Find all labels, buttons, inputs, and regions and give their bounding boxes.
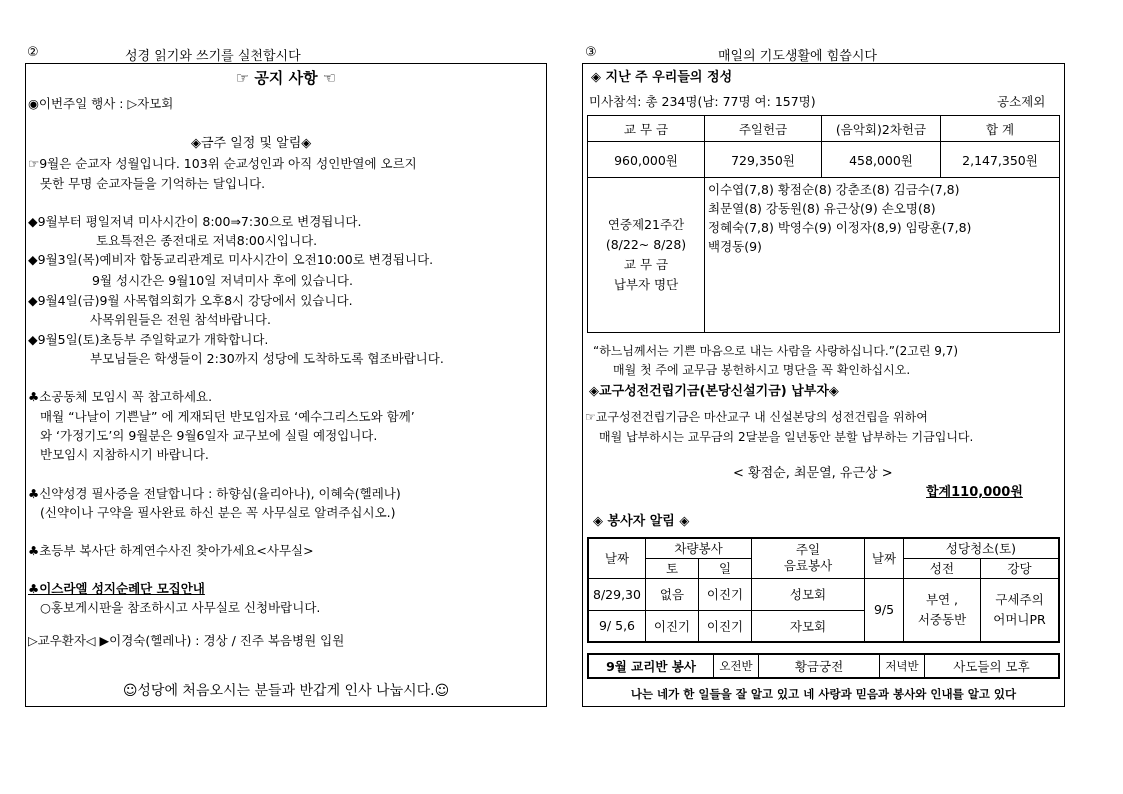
cooking-cell: 오전반 xyxy=(714,654,759,678)
vol-cell: 부연 , 서중동반 xyxy=(904,578,981,642)
vol-header: 성전 xyxy=(904,558,981,578)
patient-line: ▷교우환자◁ ▶이경숙(헬레나) : 경상 / 진주 복음병원 입원 xyxy=(28,633,345,648)
footer-verse: 나는 네가 한 일들을 잘 알고 있고 네 사랑과 믿음과 봉사와 인내를 알고 있다 xyxy=(630,687,1017,701)
fund-names: < 황점순, 최문열, 유근상 > xyxy=(733,466,893,481)
notice-line: ○홍보게시판을 참조하시고 사무실로 신청바랍니다. xyxy=(40,600,321,615)
cooking-cell: 사도들의 모후 xyxy=(925,654,1060,678)
reminder-line: 매월 첫 주에 교무금 봉헌하시고 명단을 꼭 확인하십시오. xyxy=(613,363,911,377)
notice-line: 와 ‘가정기도’의 9월분은 9월6일자 교구보에 실릴 예정입니다. xyxy=(40,428,378,443)
vol-cell: 자모회 xyxy=(752,610,865,642)
bible-copy-line: ♣신약성경 필사증을 전달합니다 : 하향심(율리아나), 이혜숙(헬레나) xyxy=(28,486,401,501)
vol-cell: 이진기 xyxy=(699,578,752,610)
notice-line: (신약이나 구약을 필사완료 하신 분은 꼭 사무실로 알려주십시오.) xyxy=(40,505,396,520)
amount-cell: 729,350원 xyxy=(705,142,822,178)
fund-line: ☞교구성전건립기금은 마산교구 내 신설본당의 성전건립을 위하여 xyxy=(585,410,928,424)
vol-cell: 8/29,30 xyxy=(588,578,646,610)
offering-panel xyxy=(582,63,1065,707)
vol-cell: 없음 xyxy=(646,578,699,610)
notice-line: 부모님들은 학생들이 2:30까지 성당에 도착하도록 협조바랍니다. xyxy=(90,351,444,366)
cooking-cell: 저녁반 xyxy=(880,654,925,678)
attendance-note: 공소제외 xyxy=(997,94,1046,109)
amount-cell: 2,147,350원 xyxy=(941,142,1060,178)
donor-list-cell xyxy=(705,178,1060,333)
vol-header: 차량봉사 xyxy=(646,538,752,558)
notice-line: ☞9월은 순교자 성월입니다. 103위 순교성인과 아직 성인반열에 오르지 xyxy=(28,156,417,171)
donor-label: 교 무 금 xyxy=(623,257,669,272)
right-motto: 매일의 기도생활에 힘씁시다 xyxy=(718,49,877,64)
attendance-text: 미사참석: 총 234명(남: 77명 여: 157명) xyxy=(589,94,816,109)
notice-line: ◆9월3일(목)예비자 합동교리관계로 미사시간이 오전10:00로 변경됩니다. xyxy=(28,252,434,267)
notice-line: 못한 무명 순교자들을 기억하는 달입니다. xyxy=(40,176,266,191)
notice-line: ◆9월부터 평일저녁 미사시간이 8:00⇒7:30으로 변경됩니다. xyxy=(28,214,362,229)
vol-cell: 이진기 xyxy=(646,610,699,642)
photo-line: ♣초등부 복사단 하계연수사진 찾아가세요<사무실> xyxy=(28,543,314,558)
left-motto: 성경 읽기와 쓰기를 실천합시다 xyxy=(125,49,301,64)
vol-header: 강당 xyxy=(981,558,1060,578)
vol-cell: 9/ 5,6 xyxy=(588,610,646,642)
vol-header: 성당청소(토) xyxy=(904,538,1060,558)
notice-line: 토요특전은 종전대로 저녁8:00시입니다. xyxy=(96,233,318,248)
fund-line: 매월 납부하시는 교무금의 2달분을 일년동안 분할 납부하는 기금입니다. xyxy=(599,430,974,444)
donor-label: 납부자 명단 xyxy=(613,277,679,292)
event-line: ◉이번주일 행사 : ▷자모회 xyxy=(28,96,174,111)
notice-line: ◆9월4일(금)9월 사목협의회가 오후8시 강당에서 있습니다. xyxy=(28,293,353,308)
header-cell: 합 계 xyxy=(941,116,1060,142)
notice-panel xyxy=(25,63,547,707)
vol-cell: 성모회 xyxy=(752,578,865,610)
community-heading: ♣소공동체 모임시 꼭 참고하세요. xyxy=(28,389,213,404)
quote-line: “하느님께서는 기쁜 마음으로 내는 사람을 사랑하십니다.”(2고린 9,7) xyxy=(593,344,959,358)
cooking-table xyxy=(587,653,1060,679)
notice-line: ◆9월5일(토)초등부 주일학교가 개학합니다. xyxy=(28,332,269,347)
notice-title: ☞ 공지 사항 ☜ xyxy=(235,69,337,87)
donor-row: 이수엽(7,8) 황점순(8) 강춘조(8) 김금수(7,8) xyxy=(708,182,960,197)
header-cell: (음악회)2차헌금 xyxy=(822,116,941,142)
vol-header: 날짜 xyxy=(588,538,646,578)
amount-cell: 960,000원 xyxy=(588,142,705,178)
cooking-label: 9월 교리반 봉사 xyxy=(588,654,714,678)
donor-label-cell xyxy=(588,178,705,333)
notice-line: 9월 성시간은 9월10일 저녁미사 후에 있습니다. xyxy=(92,273,353,288)
vol-header: 토 xyxy=(646,558,699,578)
cooking-cell: 황금궁전 xyxy=(759,654,880,678)
vol-cell: 이진기 xyxy=(699,610,752,642)
volunteer-table xyxy=(587,537,1060,643)
notice-line: 매월 “나날이 기쁜날” 에 게재되던 반모임자료 ‘예수그리스도와 함께’ xyxy=(40,409,415,424)
pilgrimage-heading: ♣이스라엘 성지순례단 모집안내 xyxy=(28,581,205,596)
notice-line: 반모임시 지참하시기 바랍니다. xyxy=(40,447,209,462)
header-cell: 교 무 금 xyxy=(588,116,705,142)
vol-cell: 9/5 xyxy=(865,578,904,642)
donor-label: 연중제21주간 xyxy=(607,217,685,232)
vol-header: 주일 음료봉사 xyxy=(752,538,865,578)
schedule-heading: ◈금주 일정 및 알림◈ xyxy=(191,136,312,151)
vol-header: 일 xyxy=(699,558,752,578)
volunteer-title: ◈ 봉사자 알림 ◈ xyxy=(593,514,690,529)
header-cell: 주일헌금 xyxy=(705,116,822,142)
donor-label: (8/22~ 8/28) xyxy=(605,237,687,252)
left-page-number: ② xyxy=(27,45,39,60)
vol-cell: 구세주의 어머니PR xyxy=(981,578,1060,642)
fund-title: ◈교구성전건립기금(본당신설기금) 납부자◈ xyxy=(589,384,839,399)
donor-row: 최문열(8) 강동원(8) 유근상(9) 손오명(8) xyxy=(708,201,936,216)
donor-row: 정혜숙(7,8) 박영수(9) 이정자(8,9) 임랑훈(7,8) xyxy=(708,220,972,235)
right-page-number: ③ xyxy=(585,45,597,60)
welcome-line: ☺성당에 처음오시는 분들과 반갑게 인사 나눕시다.☺ xyxy=(122,683,450,699)
notice-line: 사목위원들은 전원 참석바랍니다. xyxy=(90,312,271,327)
vol-header: 날짜 xyxy=(865,538,904,578)
fund-total: 합계110,000원 xyxy=(926,485,1023,500)
amount-cell: 458,000원 xyxy=(822,142,941,178)
offering-table xyxy=(587,115,1060,333)
offering-title: ◈ 지난 주 우리들의 정성 xyxy=(591,70,733,85)
donor-row: 백경동(9) xyxy=(708,239,762,254)
